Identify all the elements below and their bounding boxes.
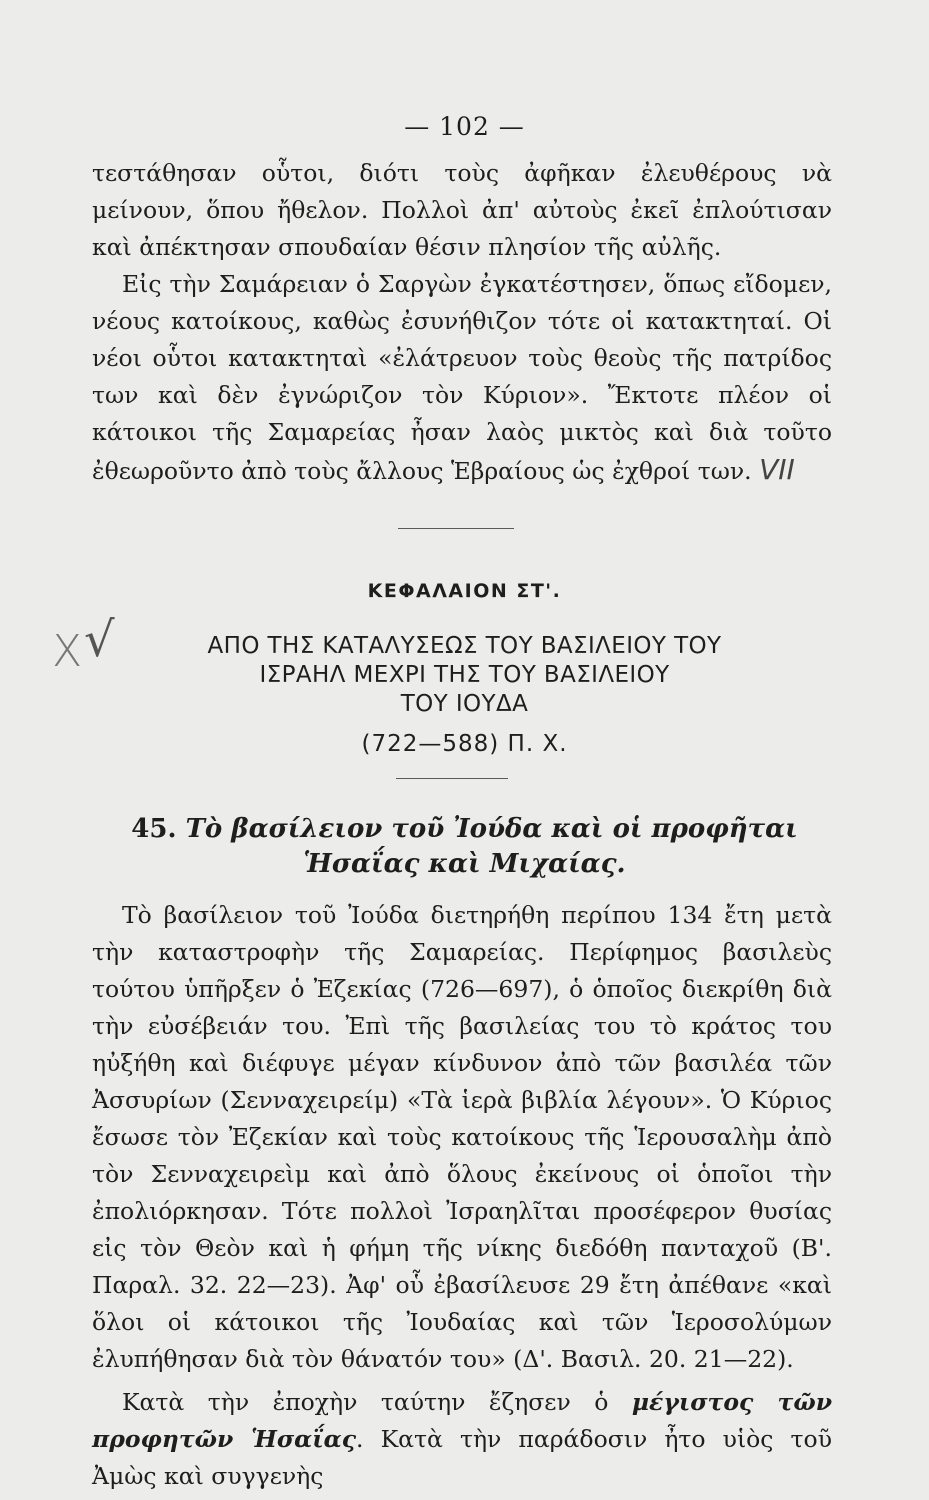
top-paragraph-1: τεστάθησαν οὗτοι, διότι τοὺς ἀφῆκαν ἐλευθέρους νὰ μείνουν, ὅπου ἤθελον. Πολλοὶ ἀπ' αὐτοὺς ἐκεῖ ἐπλούτισαν καὶ ἀπέκτησαν σπουδαίαν θέσιν πλησίον τῆς αὐλῆς. xyxy=(92,159,832,261)
bottom-paragraph-2-emphasis: μέγιστος τῶν προφητῶν Ἡσαΐας xyxy=(92,1388,833,1453)
chapter-title xyxy=(0,632,929,719)
top-paragraph-2 xyxy=(92,266,832,490)
section-title-line-1: Τὸ βασίλειον τοῦ Ἰούδα καὶ οἱ προφῆται xyxy=(185,814,798,844)
chapter-title-line-2: ΙΣΡΑΗΛ ΜΕΧΡΙ ΤΗΣ ΤΟΥ ΒΑΣΙΛΕΙΟΥ xyxy=(259,662,670,688)
bottom-paragraph-2-start: Κατὰ τὴν ἐποχὴν ταύτην ἔζησεν ὁ xyxy=(122,1388,632,1416)
divider-top xyxy=(398,528,514,529)
chapter-title-line-1: ΑΠΟ ΤΗΣ ΚΑΤΑΛΥΣΕΩΣ ΤΟΥ ΒΑΣΙΛΕΙΟΥ ΤΟΥ xyxy=(207,633,722,659)
chapter-dates: (722—588) Π. Χ. xyxy=(361,731,568,757)
section-number: 45. xyxy=(131,814,177,844)
section-title-line-2: Ἡσαΐας καὶ Μιχαίας. xyxy=(303,849,626,879)
top-paragraph-2-text: Εἰς τὴν Σαμάρειαν ὁ Σαργὼν ἐγκατέστησεν, ὅπως εἴδομεν, νέους κατοίκους, καθὼς ἐσυνήθιζον τότε οἱ κατακτηταί. Οἱ νέοι οὗτοι κατακτηταὶ «ἐλάτρευον τοὺς θεοὺς τῆς πατρίδος των καὶ δὲν ἐγνώριζον τὸν Κύριον». Ἔκτοτε πλέον οἱ κάτοικοι τῆς Σαμαρείας ἦσαν λαὸς μικτὸς καὶ διὰ τοῦτο ἐθεωροῦντο ἀπὸ τοὺς ἄλλους Ἑβραίους ὡς ἐχθροί των. xyxy=(92,270,832,485)
section-heading xyxy=(0,812,929,882)
margin-cross-mark: X xyxy=(52,626,83,677)
section-heading-line-1 xyxy=(0,812,929,847)
divider-bottom xyxy=(396,778,508,779)
top-text-block xyxy=(92,155,832,490)
page-number: — 102 — xyxy=(404,112,525,141)
bottom-text-block xyxy=(92,897,832,1495)
chapter-title-line-3: ΤΟΥ ΙΟΥΔΑ xyxy=(400,691,529,717)
bottom-paragraph-2-end: . Κατὰ τὴν παράδοσιν ἦτο υἱὸς τοῦ Ἀμὼς καὶ συγγενὴς xyxy=(92,1425,832,1490)
bottom-paragraph-2 xyxy=(92,1384,832,1495)
margin-check-mark: √ xyxy=(84,612,115,668)
handwritten-roman-numeral: VII xyxy=(759,453,795,486)
bottom-paragraph-1: Τὸ βασίλειον τοῦ Ἰούδα διετηρήθη περίπου 134 ἔτη μετὰ τὴν καταστροφὴν τῆς Σαμαρείας. Περίφημος βασιλεὺς τούτου ὑπῆρξεν ὁ Ἐζεκίας (726—697), ὁ ὁποῖος διεκρίθη διὰ τὴν εὐσέβειάν του. Ἐπὶ τῆς βασιλείας του τὸ κράτος του ηὐξήθη καὶ διέφυγε μέγαν κίνδυνον ἀπὸ τῶν βασιλέα τῶν Ἀσσυρίων (Σενναχειρείμ) «Τὰ ἱερὰ βιβλία λέγουν». Ὁ Κύριος ἔσωσε τὸν Ἐζεκίαν καὶ τοὺς κατοίκους τῆς Ἱερουσαλὴμ ἀπὸ τὸν Σενναχειρεὶμ καὶ ἀπὸ ὅλους ἐκείνους οἱ ὁποῖοι τὴν ἐπολιόρκησαν. Τότε πολλοὶ Ἰσραηλῖται προσέφερον θυσίας εἰς τὸν Θεὸν καὶ ἡ φήμη τῆς νίκης διεδόθη πανταχοῦ (Β'. Παραλ. 32. 22—23). Ἀφ' οὗ ἐβασίλευσε 29 ἔτη ἀπέθανε «καὶ ὅλοι οἱ κάτοικοι τῆς Ἰουδαίας καὶ τῶν Ἱεροσολύμων ἐλυπήθησαν διὰ τὸν θάνατόν του» (Δ'. Βασιλ. 20. 21—22). xyxy=(92,901,832,1373)
chapter-label: ΚΕΦΑΛΑΙΟΝ ΣΤ'. xyxy=(367,580,562,602)
